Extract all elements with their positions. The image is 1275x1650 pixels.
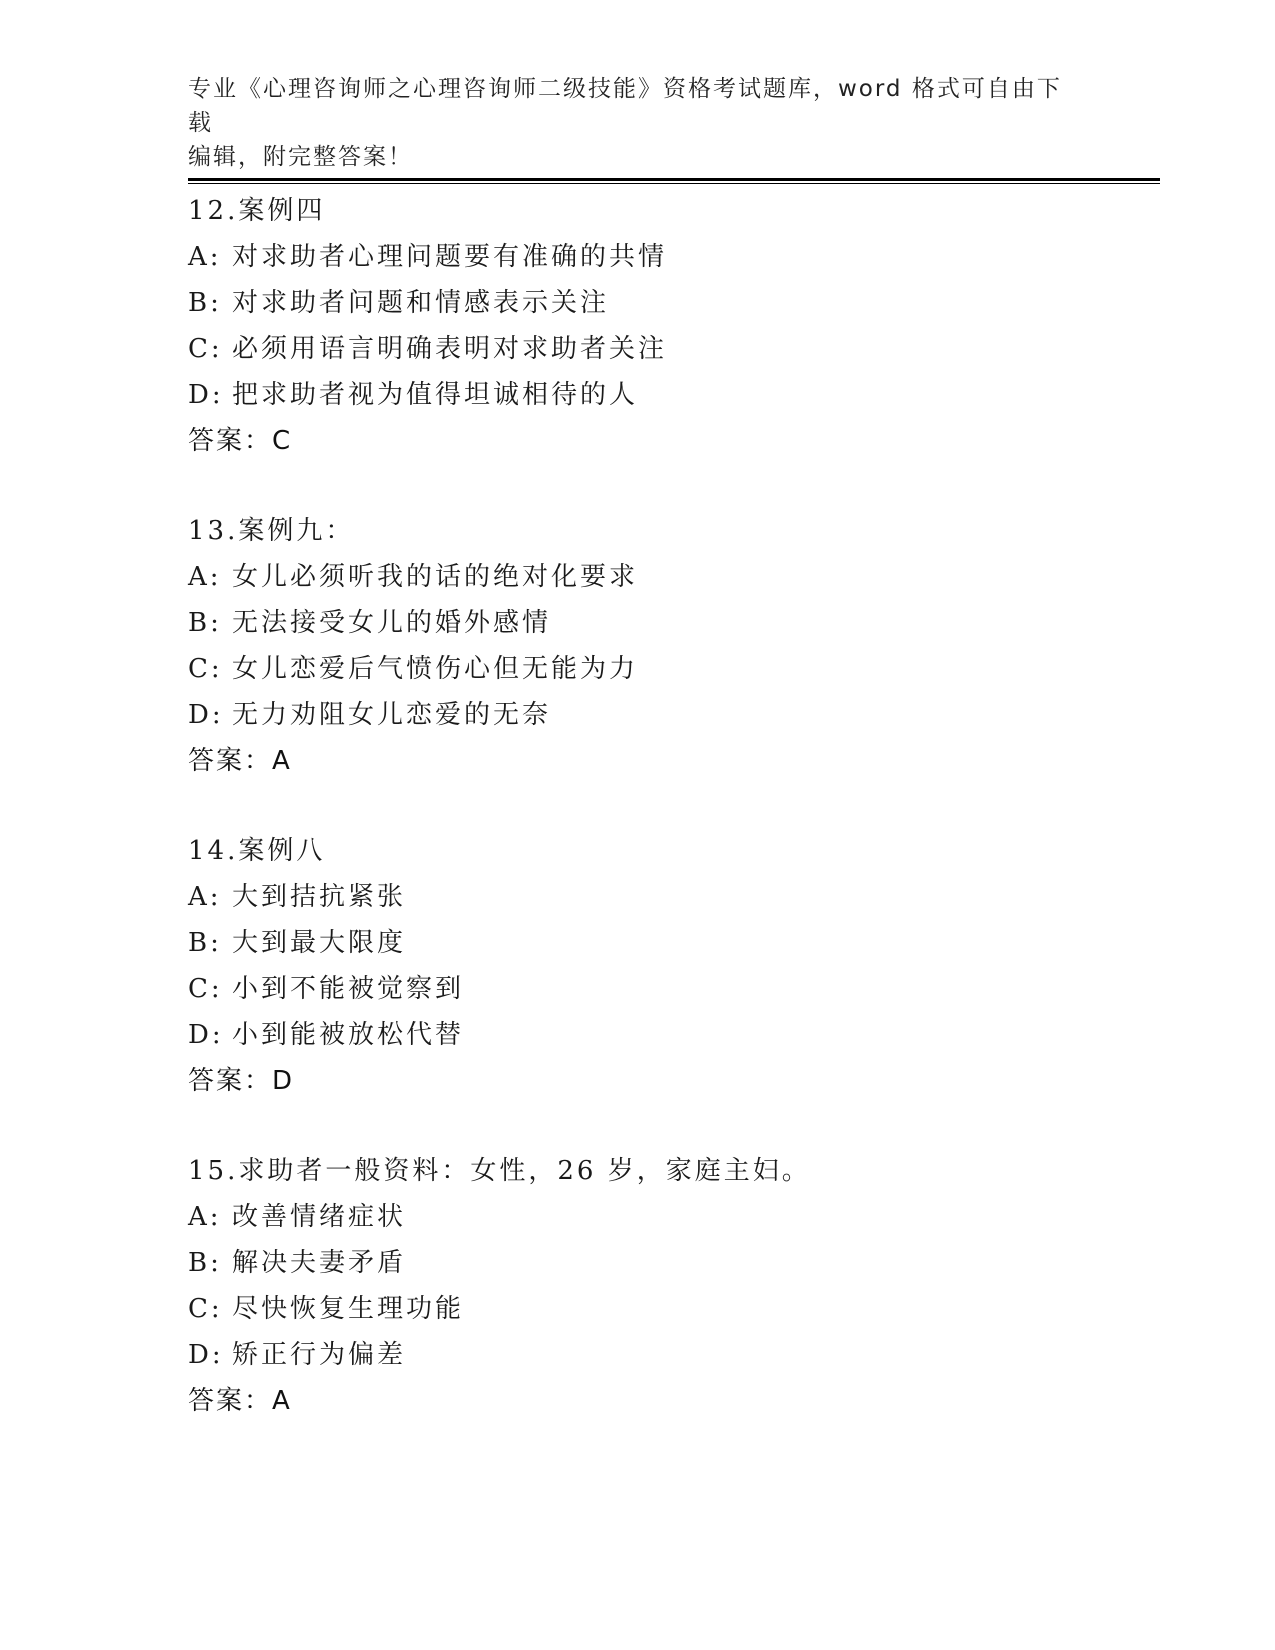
option-text: 无力劝阻女儿恋爱的无奈	[232, 700, 552, 730]
option-key: B:	[188, 1248, 222, 1278]
option-text: 女儿必须听我的话的绝对化要求	[232, 562, 639, 592]
option-key: D:	[188, 380, 224, 410]
option-a	[188, 874, 1160, 920]
option-text: 必须用语言明确表明对求助者关注	[232, 334, 668, 364]
option-c	[188, 1286, 1160, 1332]
header-divider-thin	[188, 183, 1160, 184]
option-d	[188, 692, 1160, 738]
option-c	[188, 966, 1160, 1012]
option-key: A:	[188, 242, 222, 272]
option-text: 对求助者问题和情感表示关注	[232, 288, 610, 318]
option-b	[188, 1240, 1160, 1286]
option-text: 尽快恢复生理功能	[232, 1294, 465, 1324]
option-key: D:	[188, 1340, 224, 1370]
question-14	[188, 828, 1160, 1104]
question-stem: 13.案例九：	[188, 516, 355, 546]
option-a	[188, 554, 1160, 600]
option-c	[188, 646, 1160, 692]
option-key: A:	[188, 1202, 222, 1232]
option-key: B:	[188, 608, 222, 638]
option-b	[188, 600, 1160, 646]
question-15	[188, 1148, 1160, 1424]
option-key: C:	[188, 974, 223, 1004]
option-a	[188, 1194, 1160, 1240]
question-13	[188, 508, 1160, 784]
answer-line: 答案：D	[188, 1066, 295, 1096]
option-text: 把求助者视为值得坦诚相待的人	[232, 380, 639, 410]
answer-line: 答案：C	[188, 426, 293, 456]
question-stem: 14.案例八	[188, 836, 326, 866]
document-header	[188, 72, 1068, 174]
question-stem: 15.求助者一般资料：女性，26 岁，家庭主妇。	[188, 1156, 811, 1186]
option-b	[188, 920, 1160, 966]
option-key: A:	[188, 562, 222, 592]
option-text: 矫正行为偏差	[232, 1340, 407, 1370]
option-key: D:	[188, 1020, 224, 1050]
option-text: 无法接受女儿的婚外感情	[232, 608, 552, 638]
question-12	[188, 188, 1160, 464]
option-d	[188, 1332, 1160, 1378]
option-a	[188, 234, 1160, 280]
header-line-2: 编辑，附完整答案！	[188, 144, 413, 170]
header-divider-thick	[188, 178, 1160, 181]
option-key: B:	[188, 288, 222, 318]
option-text: 大到最大限度	[232, 928, 407, 958]
option-d	[188, 1012, 1160, 1058]
answer-line: 答案：A	[188, 1386, 292, 1416]
option-key: A:	[188, 882, 222, 912]
question-stem: 12.案例四	[188, 196, 326, 226]
option-text: 对求助者心理问题要有准确的共情	[232, 242, 668, 272]
option-text: 女儿恋爱后气愤伤心但无能为力	[232, 654, 639, 684]
option-text: 小到能被放松代替	[232, 1020, 465, 1050]
option-b	[188, 280, 1160, 326]
option-text: 大到拮抗紧张	[232, 882, 407, 912]
option-text: 解决夫妻矛盾	[232, 1248, 407, 1278]
option-key: B:	[188, 928, 222, 958]
option-key: C:	[188, 654, 223, 684]
option-key: D:	[188, 700, 224, 730]
option-key: C:	[188, 334, 223, 364]
option-d	[188, 372, 1160, 418]
option-c	[188, 326, 1160, 372]
option-text: 小到不能被觉察到	[232, 974, 465, 1004]
answer-line: 答案：A	[188, 746, 292, 776]
question-list	[188, 188, 1160, 1468]
header-line-1: 专业《心理咨询师之心理咨询师二级技能》资格考试题库，word 格式可自由下载	[188, 76, 1062, 136]
option-key: C:	[188, 1294, 223, 1324]
option-text: 改善情绪症状	[232, 1202, 407, 1232]
